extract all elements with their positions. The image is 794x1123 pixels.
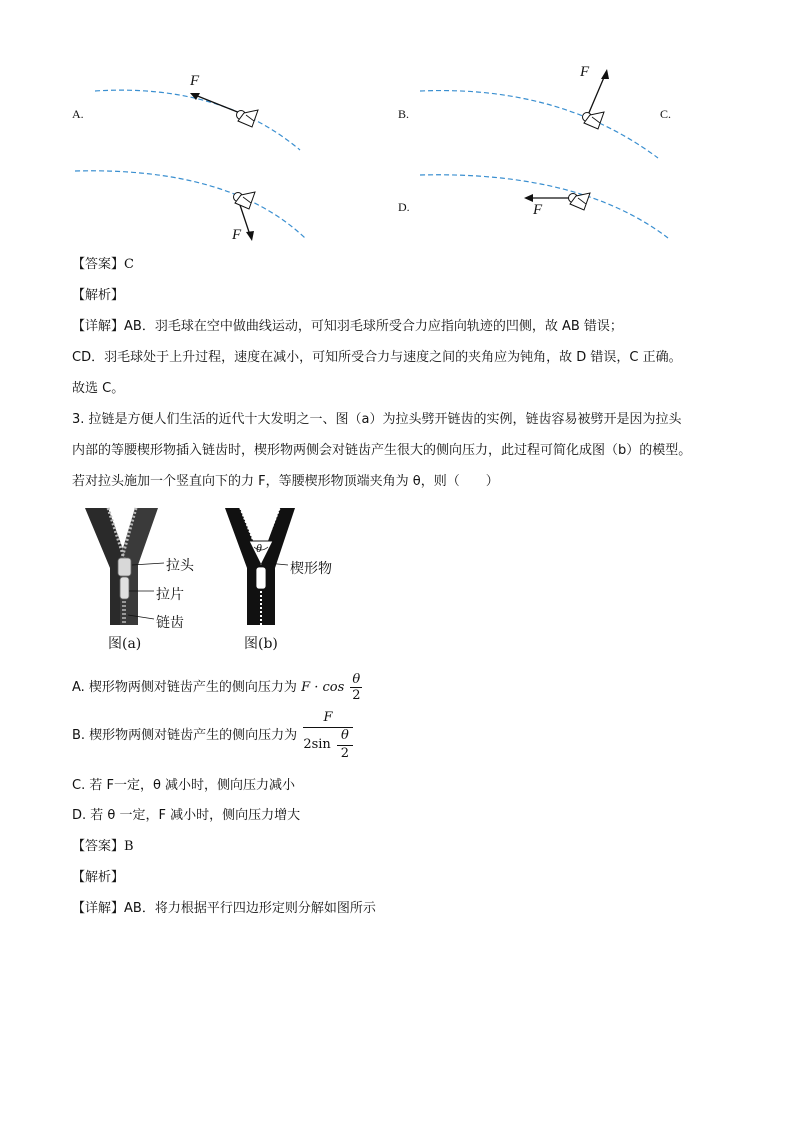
choice-a-math: F · cos (301, 680, 345, 695)
label-pull-head: 拉头 (166, 558, 194, 574)
option-b-diagram (420, 69, 658, 158)
fraction-numerator: F (303, 710, 352, 728)
detail-text: AB．将力根据平行四边形定则分解如图所示 (124, 901, 376, 916)
caption-a: 图(a) (108, 636, 142, 652)
force-label-c: F (232, 227, 242, 243)
detail-1-line-1 (72, 318, 623, 336)
zipper-figure (80, 503, 380, 653)
analysis-1-label: 【解析】 (72, 288, 125, 303)
choice-b-text: B. 楔形物两侧对链齿产生的侧向压力为 (72, 728, 298, 743)
zipper-b-diagram (225, 508, 295, 625)
fraction-denominator (303, 728, 352, 761)
answer-3 (72, 838, 134, 856)
label-wedge: 楔形物 (290, 561, 332, 577)
choice-c[interactable]: C. 若 F一定，θ 减小时，侧向压力减小 (72, 778, 296, 793)
label-pull-tab: 拉片 (156, 587, 184, 603)
option-c-diagram (75, 171, 305, 241)
inner-numerator: θ (337, 728, 353, 746)
label-teeth: 链齿 (156, 615, 184, 631)
choice-b-fraction (303, 710, 352, 761)
option-b-label: B. (398, 107, 410, 121)
analysis-3-label: 【解析】 (72, 870, 125, 885)
detail-1-line-3: 故选 C。 (72, 381, 125, 396)
choice-b[interactable] (72, 710, 353, 761)
inner-fraction (337, 728, 353, 761)
inner-denominator: 2 (340, 746, 349, 761)
detail-3 (72, 900, 376, 918)
detail-text: AB．羽毛球在空中做曲线运动，可知羽毛球所受合力应指向轨迹的凹侧，故 AB 错误； (124, 319, 623, 334)
detail-label: 【详解】 (72, 901, 125, 916)
question-3-line-3: 若对拉头施加一个竖直向下的力 F，等腰楔形物顶端夹角为 θ，则（ ） (72, 474, 499, 489)
option-d-diagram (420, 175, 668, 238)
caption-b: 图(b) (244, 636, 278, 652)
detail-1-line-2: CD．羽毛球处于上升过程，速度在减小，可知所受合力与速度之间的夹角应为钝角，故 D 错误，C 正确。 (72, 350, 682, 365)
shuttlecock-options-figure (0, 55, 794, 255)
force-label-b: F (580, 64, 590, 80)
answer-label: 【答案】 (72, 257, 125, 272)
fraction-numerator: θ (352, 672, 361, 687)
force-label-d: F (533, 202, 543, 218)
choice-a-text: A. 楔形物两侧对链齿产生的侧向压力为 (72, 680, 297, 695)
option-d-label: D. (398, 200, 410, 214)
answer-value: B (124, 839, 134, 854)
sin-prefix: 2sin (303, 737, 331, 752)
choice-d[interactable]: D. 若 θ 一定，F 减小时，侧向压力增大 (72, 808, 301, 823)
answer-label: 【答案】 (72, 839, 125, 854)
option-c-label: C. (660, 107, 672, 121)
zipper-a-diagram (85, 508, 164, 625)
option-a-diagram (95, 90, 300, 150)
fraction-denominator: 2 (352, 688, 361, 703)
question-3-line-2: 内部的等腰楔形物插入链齿时，楔形物两侧会对链齿产生很大的侧向压力，此过程可简化成图（b）的模型。 (72, 443, 692, 458)
choice-a[interactable] (72, 672, 362, 703)
label-theta: θ (256, 541, 262, 555)
detail-label: 【详解】 (72, 319, 125, 334)
force-label-a: F (190, 73, 200, 89)
option-a-label: A. (72, 107, 84, 121)
answer-value: C (124, 257, 134, 272)
question-3-line-1: 3. 拉链是方便人们生活的近代十大发明之一、图（a）为拉头劈开链齿的实例，链齿容易被劈开是因为拉头 (72, 412, 682, 427)
answer-1 (72, 256, 134, 274)
choice-a-fraction (350, 672, 362, 703)
